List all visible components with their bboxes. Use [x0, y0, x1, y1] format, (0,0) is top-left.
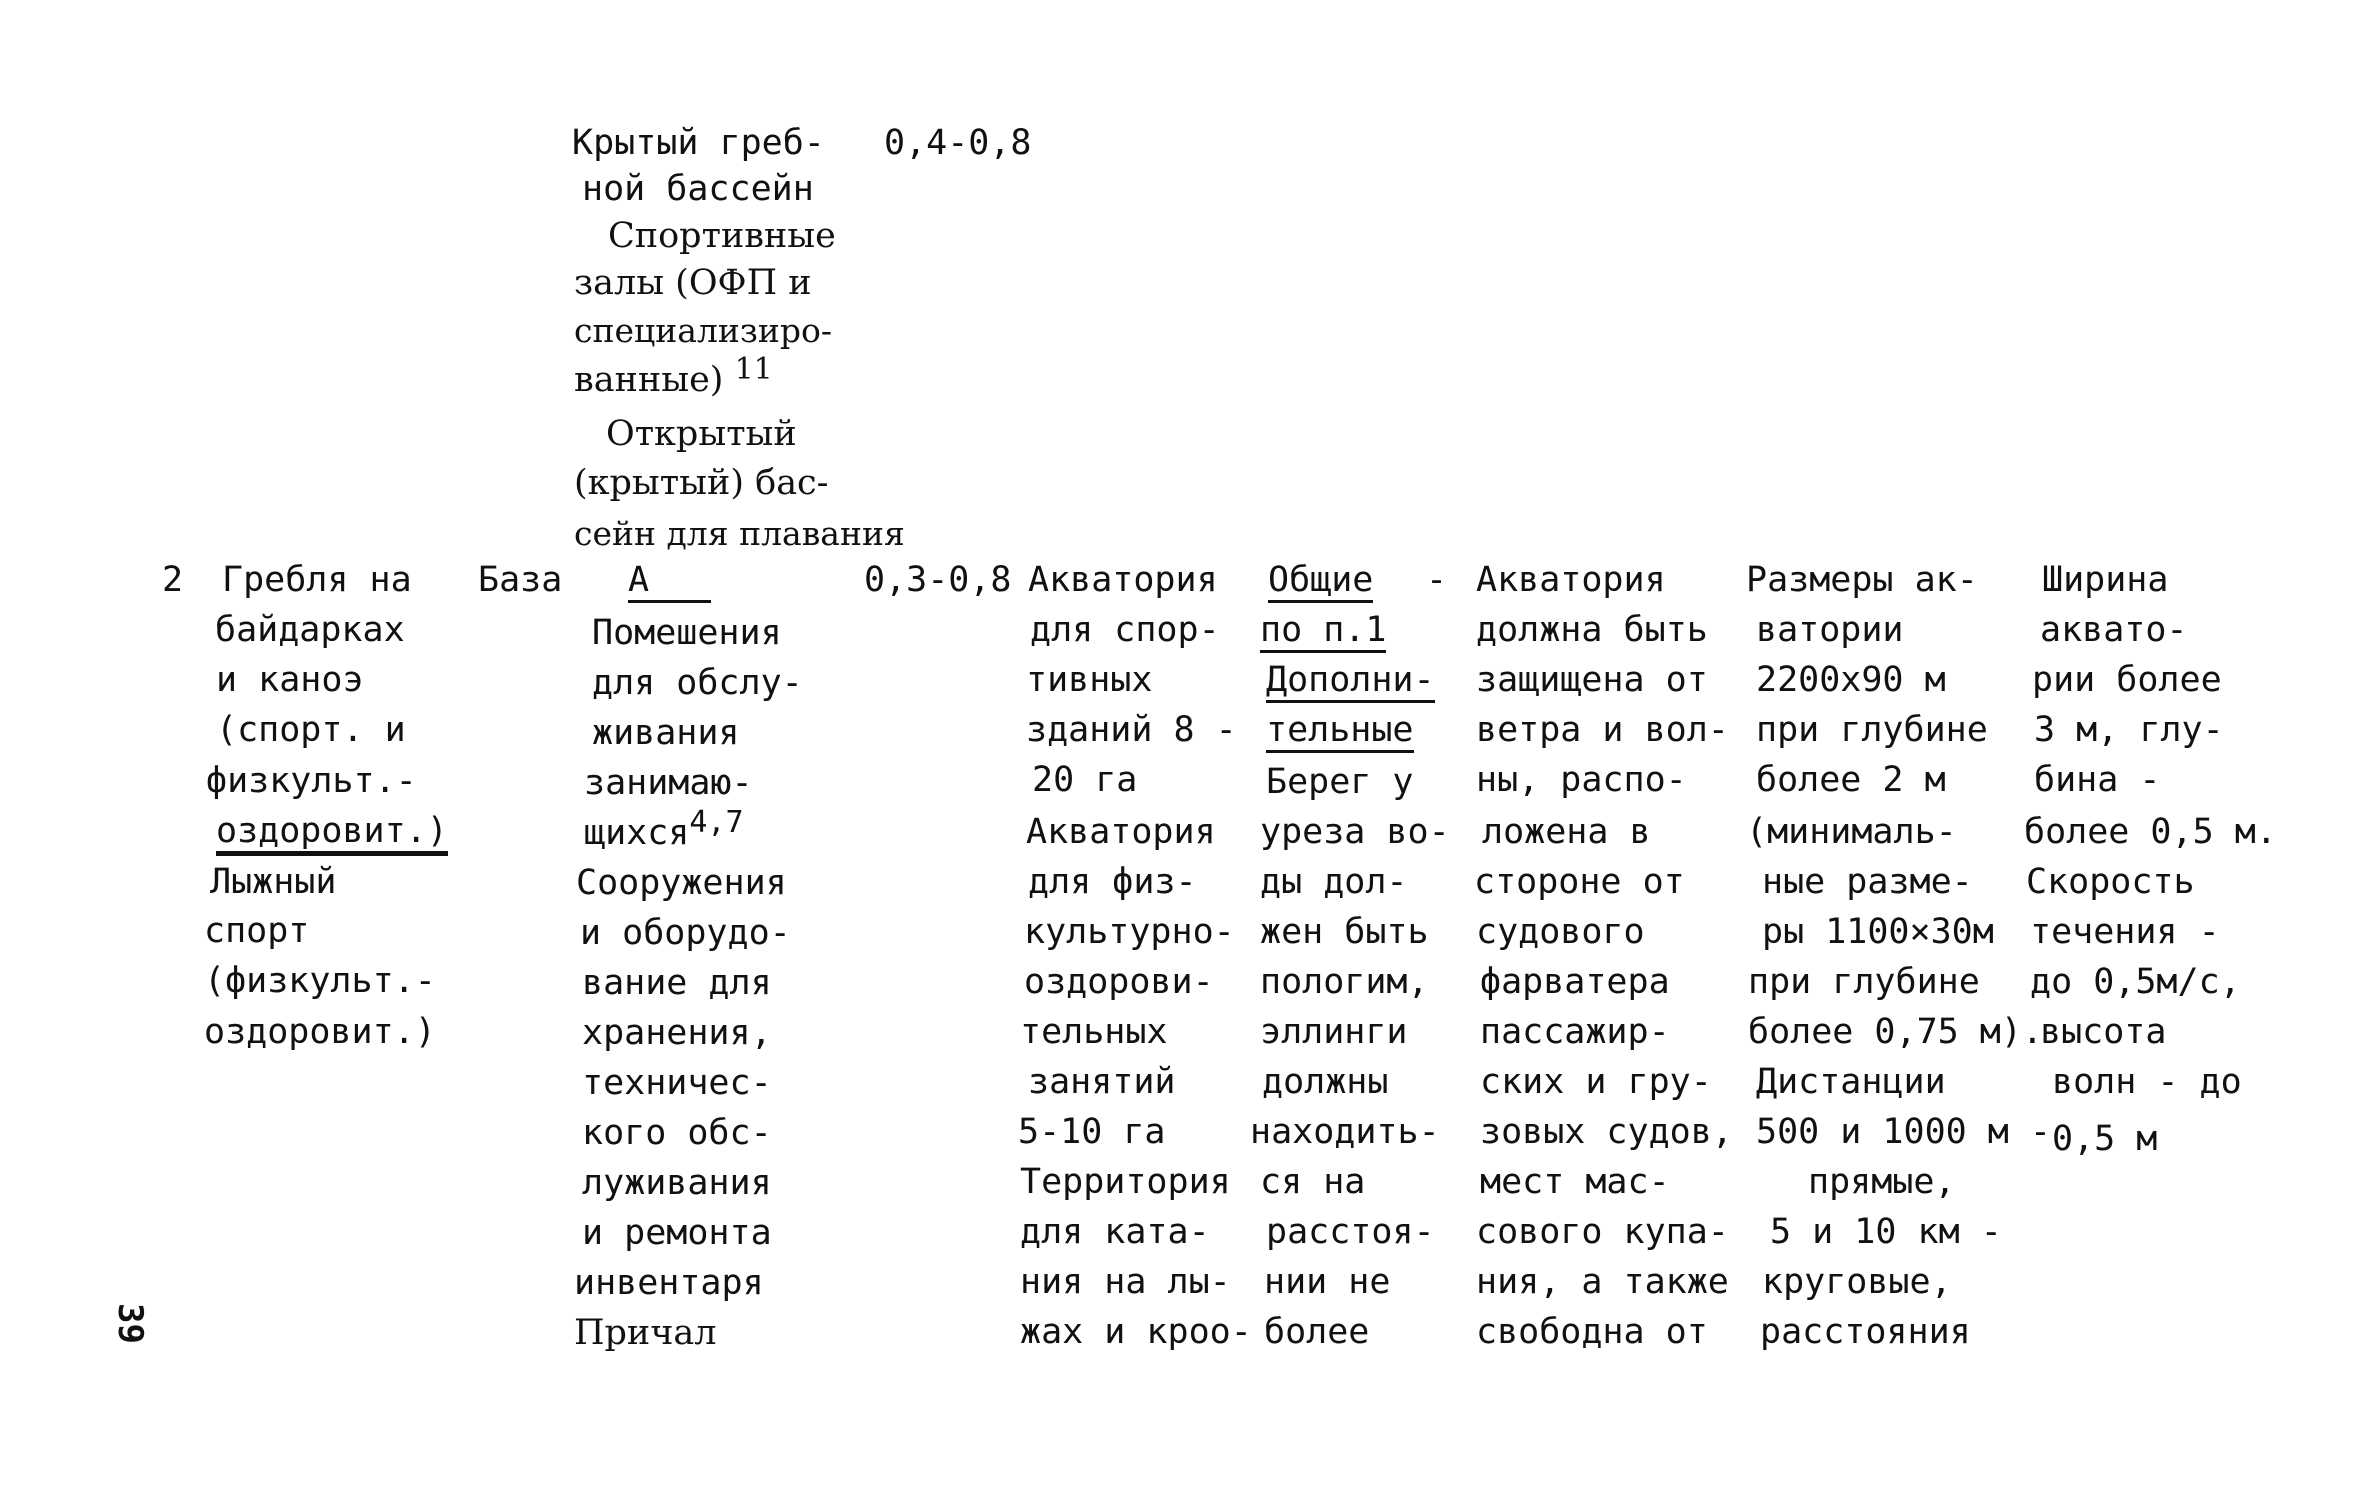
row-value-range: 0,3-0,8 [864, 560, 1012, 600]
sport-line-2: байдарках [215, 610, 405, 650]
area-line-4: зданий 8 - [1026, 710, 1237, 750]
width-line-2: аквато- [2040, 610, 2188, 650]
premises-line-10: техничес- [582, 1063, 772, 1103]
location-line-8: судового [1476, 912, 1645, 952]
size-line-3: 2200х90 м [1756, 660, 1946, 700]
req-line-6: эллинги [1260, 1012, 1408, 1052]
premises-line-6: Сооружения [576, 863, 787, 903]
req-heading-ref: по п.1 [1260, 613, 1386, 653]
superscript-4-7: 4,7 [689, 805, 744, 840]
location-line-12: зовых судов, [1480, 1112, 1733, 1152]
sport-line-10: оздоровит.) [204, 1012, 436, 1052]
area-line-7: для физ- [1028, 862, 1197, 902]
width-line-10: высота [2040, 1012, 2167, 1052]
facility-line-6 [574, 352, 773, 400]
location-line-5: ны, распо- [1476, 760, 1687, 800]
size-line-5: более 2 м [1756, 760, 1946, 800]
area-line-10: тельных [1020, 1012, 1168, 1052]
size-line-11: Дистанции [1756, 1062, 1946, 1102]
req-line-5: пологим, [1260, 962, 1429, 1002]
facility-line-8: (крытый) бас- [574, 463, 829, 503]
area-line-9: оздорови- [1024, 962, 1214, 1002]
premises-line-4: занимаю- [584, 763, 753, 803]
facility-line-7: Открытый [606, 414, 797, 454]
size-line-8: ры 1100×30м [1762, 912, 1994, 952]
page-number: 39 [110, 1303, 150, 1344]
req-line-1: Берег у [1266, 762, 1414, 802]
facility-line-3: Спортивные [608, 216, 836, 256]
facility-line-9: сейн для плавания [574, 514, 905, 553]
width-line-3: рии более [2032, 660, 2222, 700]
location-line-13: мест мас- [1480, 1162, 1670, 1202]
req-line-10: расстоя- [1266, 1212, 1435, 1252]
area-line-1: Акватория [1028, 560, 1218, 600]
area-line-3: тивных [1026, 660, 1153, 700]
sport-line-1: Гребля на [222, 560, 412, 600]
sport-line-9: (физкульт.- [204, 961, 436, 1001]
sport-line-4: (спорт. и [216, 710, 406, 750]
area-line-14: для ката- [1020, 1212, 1210, 1252]
size-line-6: (минималь- [1746, 812, 1957, 852]
premises-line-5 [584, 805, 744, 853]
area-line-16: жах и кроо- [1020, 1312, 1252, 1352]
sport-line-5: физкульт.- [206, 761, 417, 801]
row-number: 2 [162, 560, 184, 600]
size-line-10: более 0,75 м). [1748, 1012, 2044, 1052]
size-line-9: при глубине [1748, 962, 1980, 1002]
req-line-2: уреза во- [1260, 812, 1450, 852]
superscript-11: 11 [734, 352, 773, 387]
location-line-2: должна быть [1476, 610, 1708, 650]
req-line-8: находить- [1250, 1112, 1440, 1152]
req-heading-general: Общие [1268, 563, 1373, 603]
location-line-15: ния, а также [1476, 1262, 1729, 1302]
size-line-14: 5 и 10 км - [1770, 1212, 2002, 1252]
location-line-10: пассажир- [1480, 1012, 1670, 1052]
premises-line-2: для обслу- [592, 663, 803, 703]
premises-line-14: инвентаря [574, 1263, 764, 1303]
location-line-3: защищена от [1476, 660, 1708, 700]
width-line-9: до 0,5м/с, [2030, 962, 2241, 1002]
width-line-6: более 0,5 м. [2024, 812, 2277, 852]
width-line-11: волн - до [2052, 1062, 2242, 1102]
size-line-7: ные разме- [1762, 862, 1973, 902]
location-line-9: фарватера [1480, 962, 1670, 1002]
sport-line-7: Лыжный [210, 862, 337, 902]
req-line-4: жен быть [1260, 912, 1429, 952]
area-line-13: Территория [1020, 1162, 1231, 1202]
base-label: База [478, 560, 563, 600]
req-line-3: ды дол- [1260, 862, 1408, 902]
category-header: А [628, 563, 711, 603]
width-line-4: 3 м, глу- [2034, 710, 2224, 750]
size-line-4: при глубине [1756, 710, 1988, 750]
size-line-1: Размеры ак- [1746, 560, 1978, 600]
sport-line-3: и каноэ [216, 660, 364, 700]
size-line-15: круговые, [1762, 1262, 1952, 1302]
premises-line-7: и оборудо- [580, 913, 791, 953]
req-line-11: нии не [1264, 1262, 1391, 1302]
location-line-7: стороне от [1474, 862, 1685, 902]
location-line-16: свободна от [1476, 1312, 1708, 1352]
size-line-13: прямые, [1808, 1162, 1956, 1202]
req-line-7: должны [1262, 1062, 1389, 1102]
req-heading-additional-2: тельные [1266, 713, 1414, 753]
area-line-6: Акватория [1026, 812, 1216, 852]
location-line-14: сового купа- [1476, 1212, 1729, 1252]
premises-line-5-text: щихся [584, 813, 690, 853]
location-line-11: ских и гру- [1480, 1062, 1712, 1102]
width-line-7: Скорость [2026, 862, 2195, 902]
size-line-16: расстояния [1760, 1312, 1971, 1352]
area-line-12: 5-10 га [1018, 1112, 1166, 1152]
premises-line-15: Причал [574, 1313, 717, 1353]
premises-line-8: вание для [582, 963, 772, 1003]
location-line-4: ветра и вол- [1476, 710, 1729, 750]
area-line-11: занятий [1028, 1062, 1176, 1102]
req-line-9: ся на [1260, 1162, 1366, 1202]
facility-line-4: залы (ОФП и [574, 263, 812, 303]
width-line-1: Ширина [2042, 560, 2169, 600]
size-line-12: 500 и 1000 м - [1756, 1112, 2052, 1152]
area-line-2: для спор- [1030, 610, 1220, 650]
width-line-8: течения - [2030, 912, 2220, 952]
facility-line-1: Крытый греб- [572, 123, 825, 163]
req-heading-dash: - [1426, 560, 1448, 600]
sport-line-8: спорт [204, 911, 310, 951]
facility-line-2: ной бассейн [582, 169, 814, 209]
premises-line-3: живания [592, 713, 740, 753]
premises-line-9: хранения, [582, 1013, 772, 1053]
width-line-5: бина - [2034, 760, 2161, 800]
area-line-15: ния на лы- [1020, 1262, 1231, 1302]
size-line-2: ватории [1756, 610, 1904, 650]
area-line-8: культурно- [1024, 912, 1235, 952]
area-line-5: 20 га [1032, 760, 1138, 800]
req-heading-additional-1: Дополни- [1266, 663, 1435, 703]
width-line-12: 0,5 м [2052, 1119, 2158, 1159]
top-value-range: 0,4-0,8 [884, 123, 1032, 163]
location-line-1: Акватория [1476, 560, 1666, 600]
premises-line-11: кого обс- [582, 1113, 772, 1153]
req-line-12: более [1264, 1312, 1370, 1352]
location-line-6: ложена в [1482, 812, 1651, 852]
facility-line-5: специализиро- [574, 311, 832, 350]
premises-line-1: Помешения [592, 613, 782, 653]
sport-line-6-underlined: оздоровит.) [216, 814, 448, 856]
facility-line-6-text: ванные) [574, 360, 724, 400]
premises-line-12: луживания [582, 1163, 772, 1203]
premises-line-13: и ремонта [582, 1213, 772, 1253]
